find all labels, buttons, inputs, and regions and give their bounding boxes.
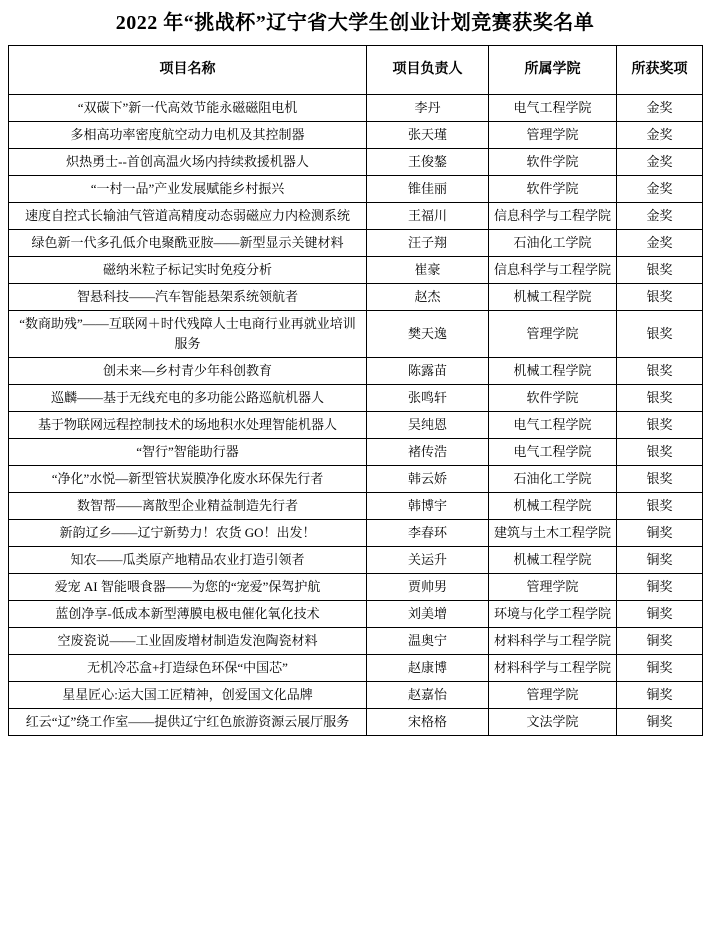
table-row xyxy=(9,358,703,385)
table-row xyxy=(9,257,703,284)
project-name-cell: 无机冷芯盒+打造绿色环保“中国芯” xyxy=(9,655,367,682)
project-name-cell: 巡麟——基于无线充电的多功能公路巡航机器人 xyxy=(9,385,367,412)
project-leader-cell: 褚传浩 xyxy=(367,439,489,466)
award-cell: 银奖 xyxy=(617,284,703,311)
award-cell: 金奖 xyxy=(617,230,703,257)
project-name-cell: 爱宠 AI 智能喂食器——为您的“宠爱”保驾护航 xyxy=(9,574,367,601)
project-name-cell: 创未来—乡村青少年科创教育 xyxy=(9,358,367,385)
column-header-leader: 项目负责人 xyxy=(367,46,489,95)
table-row xyxy=(9,439,703,466)
project-name-cell: “一村一品”产业发展赋能乡村振兴 xyxy=(9,176,367,203)
college-cell: 管理学院 xyxy=(489,682,617,709)
table-row xyxy=(9,230,703,257)
project-name-cell: 速度自控式长输油气管道高精度动态弱磁应力内检测系统 xyxy=(9,203,367,230)
project-name-cell: 新韵辽乡——辽宁新势力！农货 GO！出发！ xyxy=(9,520,367,547)
table-row xyxy=(9,311,703,358)
project-leader-cell: 崔豪 xyxy=(367,257,489,284)
project-name-cell: 多相高功率密度航空动力电机及其控制器 xyxy=(9,122,367,149)
table-row xyxy=(9,709,703,736)
column-header-award: 所获奖项 xyxy=(617,46,703,95)
award-cell: 银奖 xyxy=(617,385,703,412)
award-cell: 银奖 xyxy=(617,439,703,466)
award-cell: 铜奖 xyxy=(617,682,703,709)
project-leader-cell: 韩云娇 xyxy=(367,466,489,493)
college-cell: 电气工程学院 xyxy=(489,412,617,439)
column-header-project: 项目名称 xyxy=(9,46,367,95)
award-cell: 银奖 xyxy=(617,257,703,284)
table-row xyxy=(9,122,703,149)
table-row xyxy=(9,95,703,122)
project-leader-cell: 张天瑾 xyxy=(367,122,489,149)
college-cell: 管理学院 xyxy=(489,311,617,358)
college-cell: 信息科学与工程学院 xyxy=(489,257,617,284)
project-leader-cell: 贾帅男 xyxy=(367,574,489,601)
project-leader-cell: 张鸣轩 xyxy=(367,385,489,412)
awards-table xyxy=(8,45,703,736)
college-cell: 机械工程学院 xyxy=(489,358,617,385)
college-cell: 建筑与土木工程学院 xyxy=(489,520,617,547)
project-name-cell: 绿色新一代多孔低介电聚酰亚胺——新型显示关键材料 xyxy=(9,230,367,257)
project-leader-cell: 温奥宁 xyxy=(367,628,489,655)
project-leader-cell: 刘美增 xyxy=(367,601,489,628)
project-name-cell: 星星匠心:运大国工匠精神，创爱国文化品牌 xyxy=(9,682,367,709)
college-cell: 信息科学与工程学院 xyxy=(489,203,617,230)
table-row xyxy=(9,493,703,520)
project-leader-cell: 樊天逸 xyxy=(367,311,489,358)
project-leader-cell: 王俊鏊 xyxy=(367,149,489,176)
college-cell: 文法学院 xyxy=(489,709,617,736)
awards-table-header xyxy=(9,46,703,95)
table-row xyxy=(9,176,703,203)
table-row xyxy=(9,149,703,176)
award-cell: 金奖 xyxy=(617,122,703,149)
project-leader-cell: 吴纯恩 xyxy=(367,412,489,439)
project-leader-cell: 李丹 xyxy=(367,95,489,122)
table-row xyxy=(9,601,703,628)
project-leader-cell: 韩博宇 xyxy=(367,493,489,520)
project-name-cell: 蓝创净享-低成本新型薄膜电极电催化氧化技术 xyxy=(9,601,367,628)
table-row xyxy=(9,547,703,574)
college-cell: 机械工程学院 xyxy=(489,547,617,574)
college-cell: 管理学院 xyxy=(489,122,617,149)
table-row xyxy=(9,412,703,439)
college-cell: 机械工程学院 xyxy=(489,493,617,520)
award-cell: 铜奖 xyxy=(617,709,703,736)
project-leader-cell: 赵杰 xyxy=(367,284,489,311)
project-name-cell: 磁纳米粒子标记实时免疫分析 xyxy=(9,257,367,284)
college-cell: 材料科学与工程学院 xyxy=(489,655,617,682)
award-cell: 银奖 xyxy=(617,466,703,493)
awards-table-body xyxy=(9,95,703,736)
award-cell: 铜奖 xyxy=(617,547,703,574)
project-name-cell: 空废瓷说——工业固废增材制造发泡陶瓷材料 xyxy=(9,628,367,655)
project-name-cell: 数智帮——离散型企业精益制造先行者 xyxy=(9,493,367,520)
college-cell: 材料科学与工程学院 xyxy=(489,628,617,655)
award-cell: 金奖 xyxy=(617,95,703,122)
project-leader-cell: 赵康博 xyxy=(367,655,489,682)
college-cell: 软件学院 xyxy=(489,149,617,176)
college-cell: 软件学院 xyxy=(489,385,617,412)
award-cell: 银奖 xyxy=(617,493,703,520)
college-cell: 管理学院 xyxy=(489,574,617,601)
project-name-cell: “数商助残”——互联网＋时代残障人士电商行业再就业培训服务 xyxy=(9,311,367,358)
award-cell: 铜奖 xyxy=(617,628,703,655)
table-row xyxy=(9,203,703,230)
college-cell: 环境与化学工程学院 xyxy=(489,601,617,628)
table-row xyxy=(9,682,703,709)
table-row xyxy=(9,466,703,493)
project-name-cell: “双碳下”新一代高效节能永磁磁阻电机 xyxy=(9,95,367,122)
award-cell: 金奖 xyxy=(617,176,703,203)
college-cell: 石油化工学院 xyxy=(489,466,617,493)
college-cell: 电气工程学院 xyxy=(489,439,617,466)
table-row xyxy=(9,655,703,682)
table-row xyxy=(9,574,703,601)
project-leader-cell: 赵嘉怡 xyxy=(367,682,489,709)
project-leader-cell: 关运升 xyxy=(367,547,489,574)
project-leader-cell: 汪子翔 xyxy=(367,230,489,257)
award-cell: 银奖 xyxy=(617,412,703,439)
project-leader-cell: 锥佳丽 xyxy=(367,176,489,203)
project-name-cell: 智悬科技——汽车智能悬架系统领航者 xyxy=(9,284,367,311)
header-row xyxy=(9,46,703,95)
project-leader-cell: 陈露苗 xyxy=(367,358,489,385)
award-cell: 铜奖 xyxy=(617,655,703,682)
college-cell: 石油化工学院 xyxy=(489,230,617,257)
table-row xyxy=(9,385,703,412)
award-cell: 银奖 xyxy=(617,358,703,385)
project-name-cell: “智行”智能助行器 xyxy=(9,439,367,466)
project-leader-cell: 李春环 xyxy=(367,520,489,547)
project-name-cell: 知农——瓜类原产地精品农业打造引领者 xyxy=(9,547,367,574)
project-name-cell: 基于物联网远程控制技术的场地积水处理智能机器人 xyxy=(9,412,367,439)
college-cell: 机械工程学院 xyxy=(489,284,617,311)
project-leader-cell: 王福川 xyxy=(367,203,489,230)
college-cell: 软件学院 xyxy=(489,176,617,203)
project-leader-cell: 宋格格 xyxy=(367,709,489,736)
table-row xyxy=(9,284,703,311)
table-row xyxy=(9,628,703,655)
award-cell: 铜奖 xyxy=(617,574,703,601)
project-name-cell: 红云“辽”绕工作室——提供辽宁红色旅游资源云展厅服务 xyxy=(9,709,367,736)
project-name-cell: “净化”水悦—新型管状炭膜净化废水环保先行者 xyxy=(9,466,367,493)
project-name-cell: 炽热勇士--首创高温火场内持续救援机器人 xyxy=(9,149,367,176)
college-cell: 电气工程学院 xyxy=(489,95,617,122)
award-cell: 金奖 xyxy=(617,149,703,176)
award-cell: 铜奖 xyxy=(617,520,703,547)
page-title: 2022 年“挑战杯”辽宁省大学生创业计划竞赛获奖名单 xyxy=(115,12,595,34)
award-cell: 金奖 xyxy=(617,203,703,230)
award-cell: 铜奖 xyxy=(617,601,703,628)
award-cell: 银奖 xyxy=(617,311,703,358)
column-header-college: 所属学院 xyxy=(489,46,617,95)
table-row xyxy=(9,520,703,547)
